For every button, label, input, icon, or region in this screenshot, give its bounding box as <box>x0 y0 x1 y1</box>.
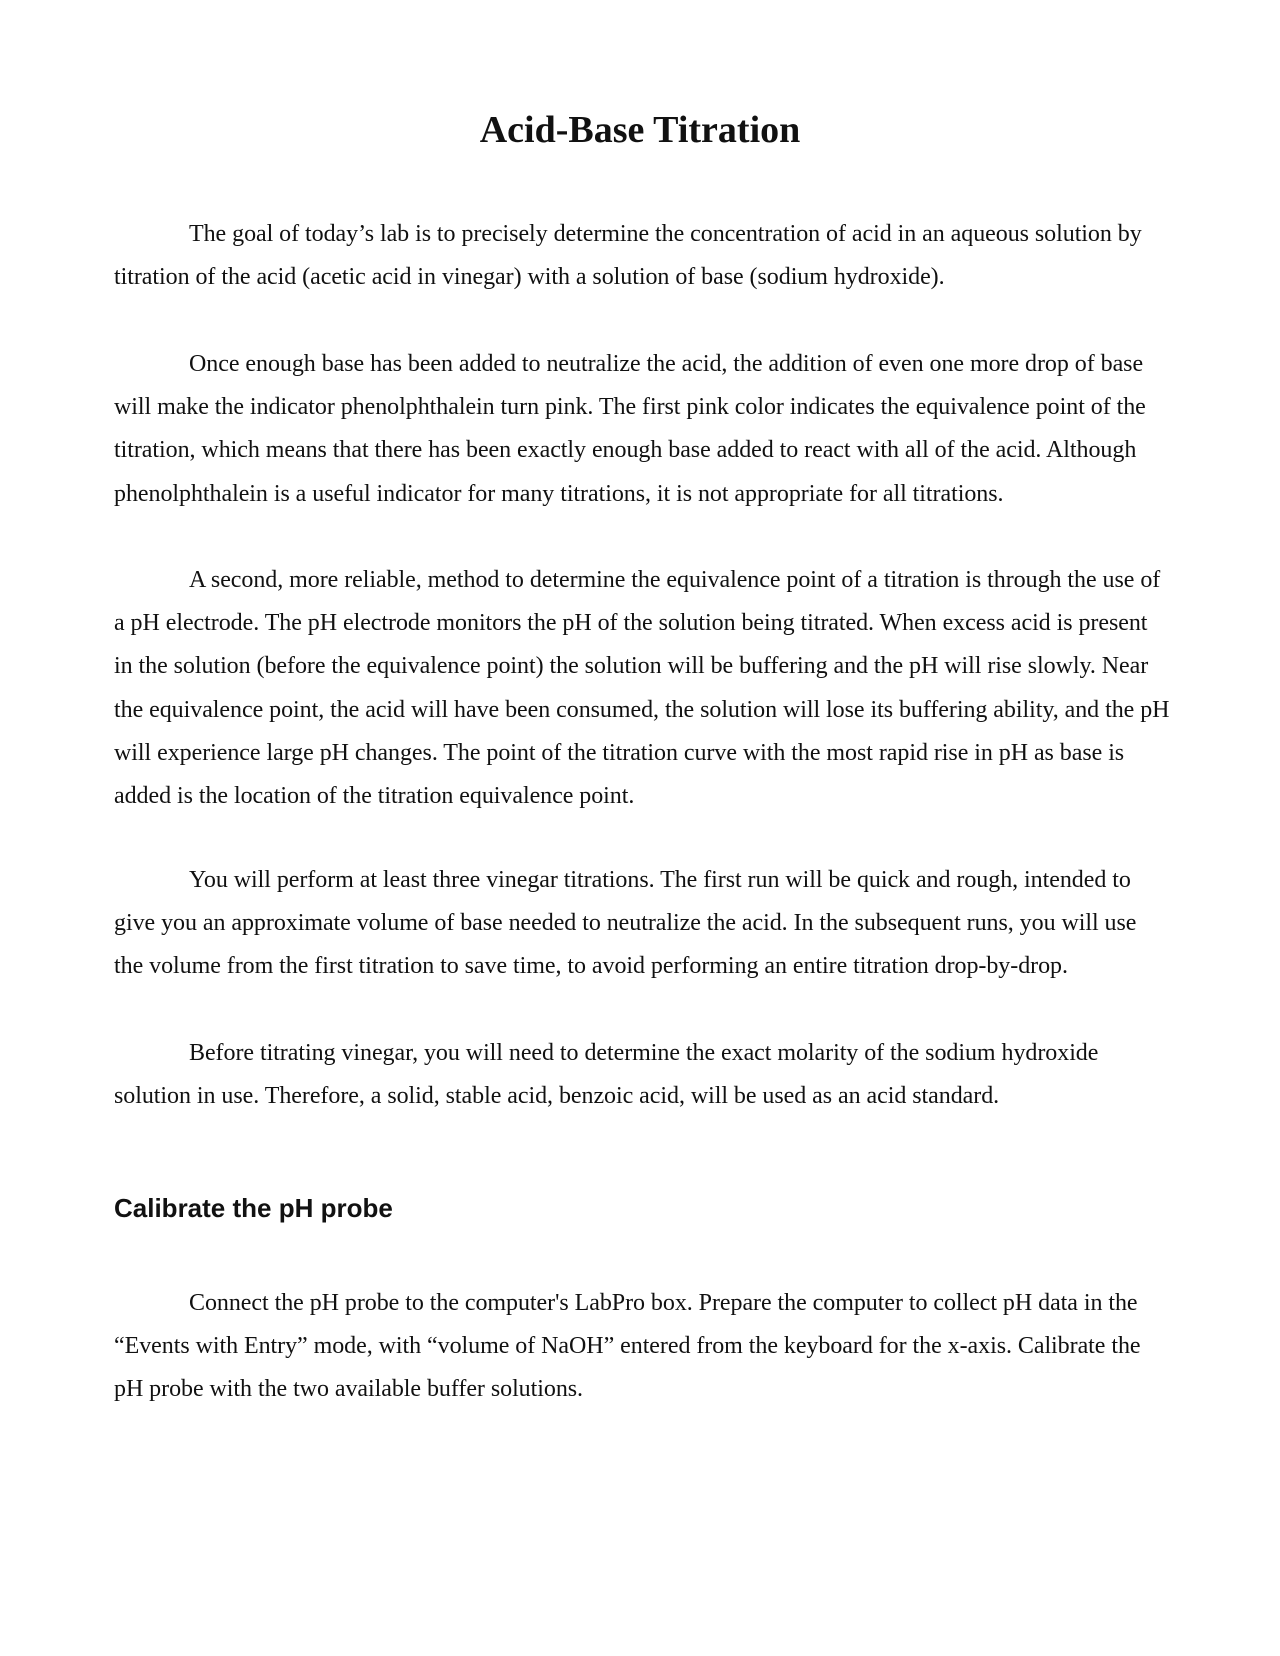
paragraph-standardization: Before titrating vinegar, you will need to determine the exact molarity of the sodium hydroxide solution in use. Therefore, a solid, stable acid, benzoic acid, will be used as an acid standard. <box>114 1040 1099 1110</box>
paragraph-goal: The goal of today’s lab is to precisely determine the concentration of acid in an aqueous solution by titration of the acid (acetic acid in vinegar) with a solution of base (sodium hydroxide). <box>114 221 1142 291</box>
paragraph-vinegar-titrations: You will perform at least three vinegar titrations. The first run will be quick and rough, intended to give you an approximate volume of base needed to neutralize the acid. In the subsequent runs, you will use the volume from the first titration to save time, to avoid performing an entire titration drop-by-drop. <box>114 867 1137 980</box>
paragraph-calibrate: Connect the pH probe to the computer's LabPro box. Prepare the computer to collect pH data in the “Events with Entry” mode, with “volume of NaOH” entered from the keyboard for the x-axis. Calibrate the pH probe with the two available buffer solutions. <box>114 1290 1141 1403</box>
document-title: Acid-Base Titration <box>479 109 801 151</box>
section-heading-calibrate: Calibrate the pH probe <box>114 1193 393 1223</box>
paragraph-indicator: Once enough base has been added to neutralize the acid, the addition of even one more drop of base will make the indicator phenolphthalein turn pink. The first pink color indicates the equivalence point of the titration, which means that there has been exactly enough base added to react with all of the acid. Although phenolphthalein is a useful indicator for many titrations, it is not appropriate for all titrations. <box>114 351 1146 507</box>
paragraph-ph-electrode: A second, more reliable, method to determine the equivalence point of a titration is through the use of a pH electrode. The pH electrode monitors the pH of the solution being titrated. When excess acid is present in the solution (before the equivalence point) the solution will be buffering and the pH will rise slowly. Near the equivalence point, the acid will have been consumed, the solution will lose its buffering ability, and the pH will experience large pH changes. The point of the titration curve with the most rapid rise in pH as base is added is the location of the titration equivalence point. <box>114 567 1170 810</box>
